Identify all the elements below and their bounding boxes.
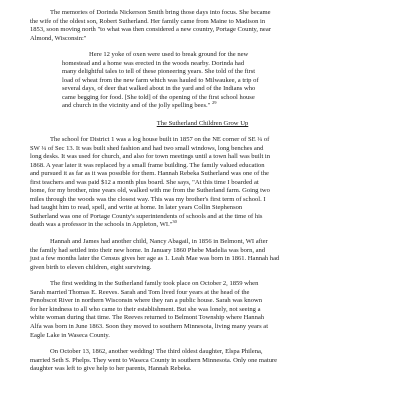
paragraph-school [30,136,375,230]
text-line: just a few months later the Census gives her age as 1. Leah Mae was born in 1861. Hannah had [30,255,280,263]
paragraph-children [30,238,375,272]
text-line: The first wedding in the Sutherland family took place on October 2, 1859 when [50,280,259,288]
text-line: Sarah married Thomas E. Reeves. Sarah and Tom lived four years at the head of the [30,288,250,296]
text-line: daughter was left to give help to her parents, Hannah Rebeka. [30,365,192,373]
text-line: The memories of Dorinda Nickerson Smith bring those days into focus. She became [50,9,271,16]
text-line: load of wheat from the new farm which was hauled to Milwaukee, a trip of [62,76,259,84]
text-line: white woman during that time. The Reeves returned to Belmont Township where Hannah [30,314,265,322]
text-line: married Seth S. Phelps. They went to Waseca County in southern Minnesota. Only one mature [30,356,278,364]
document-page [30,9,375,374]
text-line: Hannah and James had another child, Nancy Abagail, in 1856 in Belmont, WI after [50,238,268,246]
text-line: Sutherland was one of Portage County's superintendents of schools and at the time of his [30,212,263,220]
text-line: Penobscot River in northern Wisconsin where they ran a public house. Sarah was known [30,297,262,305]
text-line: 1868. A year later it was replaced by a small frame building. The family valued education [30,161,265,169]
text-line [30,221,375,230]
text-line: given birth to eleven children, eight surviving. [30,263,152,271]
text-line: The school for District 1 was a log house built in 1857 on the NE corner of SE ¼ of [50,136,270,144]
block-quote [62,51,320,111]
paragraph-second-wedding [30,348,375,374]
text-line: miles through the woods was the closest way. This was my brother's first term of school. I [30,195,266,203]
text-line: many delightful tales to tell of these pioneering years. She told of the first [62,68,256,76]
text-line-content: death was a professor in the schools in Appleton, WI." [30,221,173,229]
text-line: home, for my brother, nine years old, walked with me from the Sutherland farm. Going two [30,187,270,195]
footnote-marker: 29 [211,100,217,106]
text-line: Almond, Wisconsin:" [30,34,87,42]
text-line: Here 12 yoke of oxen were used to break ground for the new [89,51,249,59]
footnote-marker: 30 [172,219,177,225]
paragraph-memories [30,9,375,43]
paragraph-first-wedding [30,280,375,340]
text-line-content: and church in the vicinity and of the jolly spelling bees." [62,102,211,110]
text-line: came begging for food. [She told] of the opening of the first school house [62,93,255,101]
text-line [62,102,320,111]
text-line: and pursued it as far as it was possible for them. Hannah Rebeka Sutherland was one of the [30,170,269,178]
text-line: the wife of the oldest son, Robert Sutherland. Her family came from Maine to Madison in [30,17,266,25]
text-line: for her kindness to all who came to their establishment. But she was lonely, not seeing a [30,305,261,313]
text-line: Eagle Lake in Waseca County. [30,331,110,339]
text-line: SW ¼ of Sec 13. It was built shed fashion and had two small windows, long benches and [30,144,264,152]
text-line: Alfa was born in June 1863. Soon they moved to southern Minnesota, living many years at [30,322,269,330]
text-line: 1853, soon moving north "to what was then considered a new country, Portage County, near [30,26,271,34]
section-heading [30,119,375,128]
text-line: long desks. It was used for church, and also for town meetings until a town hall was built in [30,153,271,161]
text-line: several days, of deer that walked about in the yard and of the Indians who [62,85,256,93]
section-heading-text: The Sutherland Children Grow Up [156,120,249,128]
text-line: had taught him to read, spell, and write at home. In later years Collin Stephenson [30,204,243,212]
text-line: homestead and a home was erected in the woods nearby. Dorinda had [62,59,245,67]
text-line: the family had settled into their new home. In January 1860 Phebe Madelia was born, and [30,246,266,254]
text-line: On October 13, 1862, another wedding! The third oldest daughter, Elspa Philena, [50,348,263,356]
text-line: first teachers and was paid $12 a month plus board. She says, "At this time I boarded at [30,178,259,186]
